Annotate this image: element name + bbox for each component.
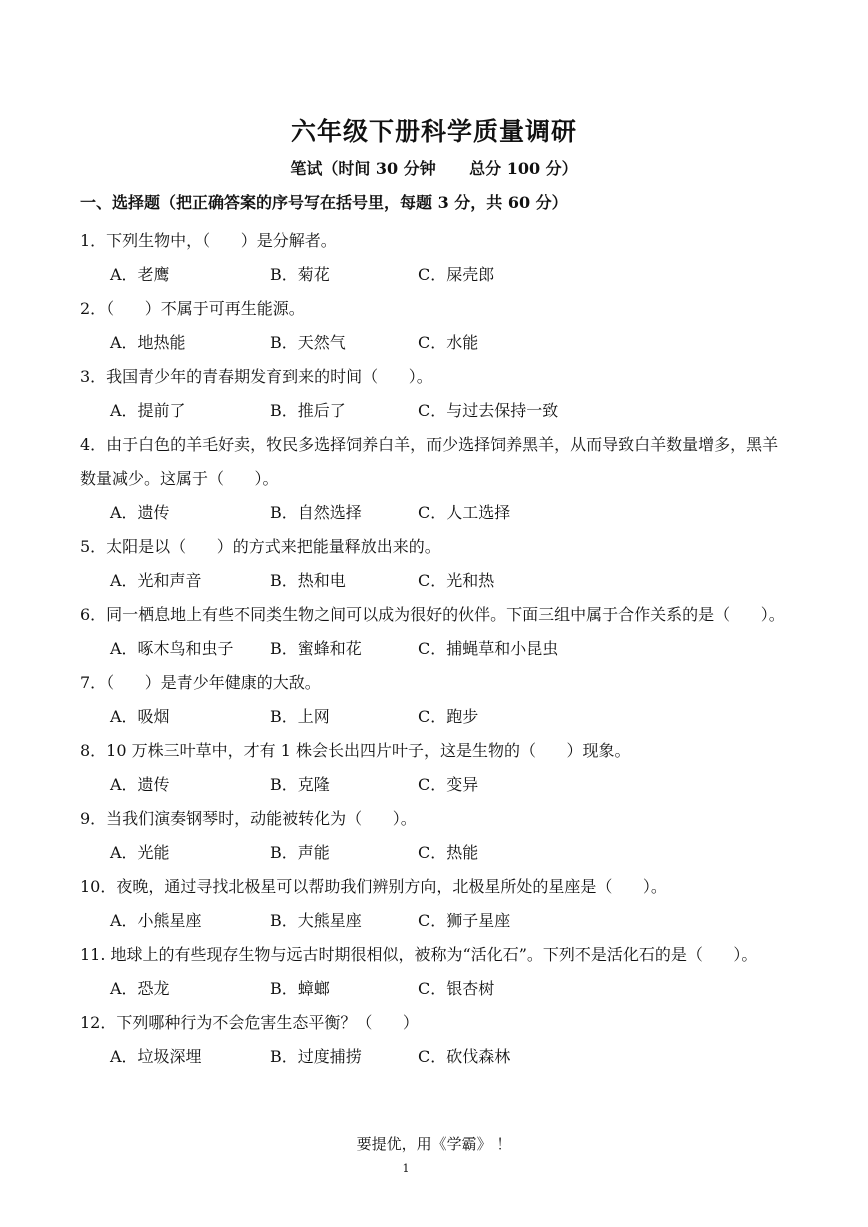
question-8 [80,734,792,802]
option-row [80,768,792,802]
option-b: B．热和电 [270,571,346,590]
option-b: B．克隆 [270,775,330,794]
option-c: C．光和热 [418,571,495,590]
option-a: A．光能 [110,843,170,862]
option-a: A．老鹰 [110,265,170,284]
footer-slogan: 要提优，用《学霸》 ！ [356,1135,512,1153]
question-9 [80,802,792,870]
option-b: B．天然气 [270,333,346,352]
question-text: 11. 地球上的有些现存生物与远古时期很相似，被称为“活化石”。下列不是活化石的是（ ）。 [80,945,758,964]
option-c: C．人工选择 [418,503,511,522]
question-5 [80,530,792,598]
question-12 [80,1006,792,1074]
option-a: A．地热能 [110,333,186,352]
option-row [80,632,792,666]
question-text: 7．（ ）是青少年健康的大敌。 [80,673,321,692]
option-a: A．垃圾深埋 [110,1047,202,1066]
option-row [80,394,792,428]
page-number: 1 [402,1162,410,1175]
question-4 [80,428,792,530]
question-10 [80,870,792,938]
question-text: 6．同一栖息地上有些不同类生物之间可以成为很好的伙伴。下面三组中属于合作关系的是（ ）。 [80,605,785,624]
option-c: C．跑步 [418,707,479,726]
option-a: A．提前了 [110,401,186,420]
option-a: A．吸烟 [110,707,170,726]
option-c: C．银杏树 [418,979,495,998]
option-a: A．恐龙 [110,979,170,998]
option-c: C．与过去保持一致 [418,401,559,420]
option-row [80,1040,792,1074]
option-c: C．屎壳郎 [418,265,495,284]
option-row [80,972,792,1006]
option-b: B．蟑螂 [270,979,330,998]
option-row [80,496,792,530]
option-row [80,564,792,598]
option-row [80,258,792,292]
question-1 [80,224,792,292]
question-text: 2．（ ）不属于可再生能源。 [80,299,305,318]
question-6 [80,598,792,666]
option-row [80,904,792,938]
option-a: A．光和声音 [110,571,202,590]
option-row [80,700,792,734]
question-text: 8．10 万株三叶草中，才有 1 株会长出四片叶子，这是生物的（ ）现象。 [80,741,631,760]
question-text: 4．由于白色的羊毛好卖，牧民多选择饲养白羊，而少选择饲养黑羊，从而导致白羊数量增多，黑羊数量减少。这属于（ ）。 [80,435,779,488]
option-a: A．小熊星座 [110,911,202,930]
option-b: B．蜜蜂和花 [270,639,362,658]
option-b: B．大熊星座 [270,911,362,930]
question-text: 9．当我们演奏钢琴时，动能被转化为（ ）。 [80,809,417,828]
question-text: 5．太阳是以（ ）的方式来把能量释放出来的。 [80,537,441,556]
question-text: 10．夜晚，通过寻找北极星可以帮助我们辨别方向，北极星所处的星座是（ ）。 [80,877,667,896]
page-title: 六年级下册科学质量调研 [290,117,577,146]
question-11 [80,938,792,1006]
option-b: B．过度捕捞 [270,1047,362,1066]
section-heading: 一、选择题（把正确答案的序号写在括号里，每题 3 分，共 60 分） [80,193,568,212]
option-c: C．热能 [418,843,479,862]
option-a: A．遗传 [110,503,170,522]
option-b: B．声能 [270,843,330,862]
option-b: B．上网 [270,707,330,726]
option-c: C．水能 [418,333,479,352]
option-c: C．狮子星座 [418,911,511,930]
question-7 [80,666,792,734]
question-3 [80,360,792,428]
option-c: C．砍伐森林 [418,1047,511,1066]
option-row [80,836,792,870]
option-c: C．捕蝇草和小昆虫 [418,639,559,658]
option-row [80,326,792,360]
question-list [80,224,792,1074]
option-c: C．变异 [418,775,479,794]
question-text: 3．我国青少年的青春期发育到来的时间（ ）。 [80,367,433,386]
option-b: B．菊花 [270,265,330,284]
exam-subtitle: 笔试（时间 30 分钟 总分 100 分） [290,159,578,178]
option-a: A．啄木鸟和虫子 [110,639,234,658]
question-2 [80,292,792,360]
option-a: A．遗传 [110,775,170,794]
question-text: 1．下列生物中，（ ）是分解者。 [80,231,337,250]
option-b: B．推后了 [270,401,346,420]
question-text: 12．下列哪种行为不会危害生态平衡？（ ） [80,1013,419,1032]
option-b: B．自然选择 [270,503,362,522]
